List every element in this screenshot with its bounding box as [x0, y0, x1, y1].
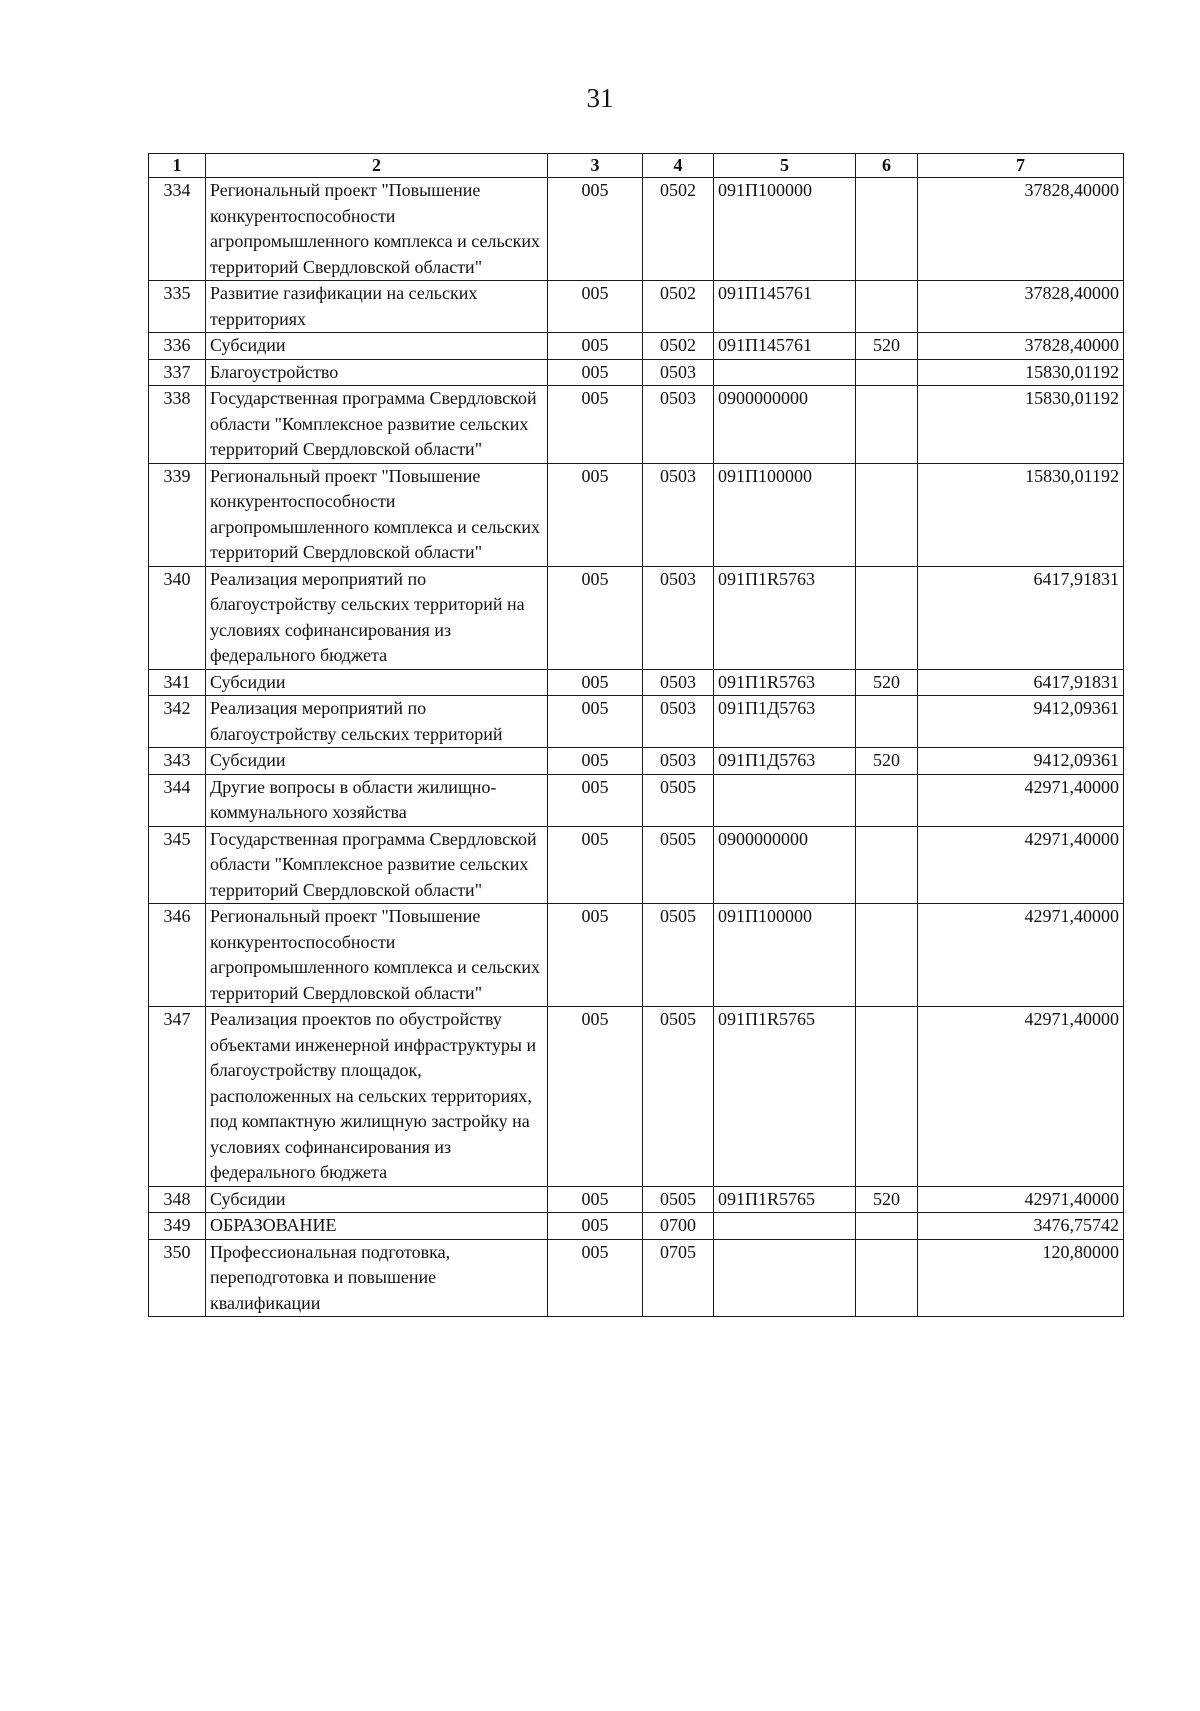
row-amount: 37828,40000 [918, 333, 1124, 360]
row-code-4: 0502 [643, 333, 714, 360]
row-code-6: 520 [856, 748, 918, 775]
row-name: Реализация мероприятий по благоустройству сельских территорий [206, 696, 548, 748]
row-number: 342 [149, 696, 206, 748]
row-code-6 [856, 1007, 918, 1187]
row-code-4: 0503 [643, 359, 714, 386]
row-number: 343 [149, 748, 206, 775]
column-header-7: 7 [918, 154, 1124, 178]
row-amount: 6417,91831 [918, 669, 1124, 696]
row-name: Развитие газификации на сельских территориях [206, 281, 548, 333]
row-amount: 120,80000 [918, 1239, 1124, 1317]
budget-table [148, 153, 1124, 1317]
row-code-3: 005 [548, 386, 643, 464]
row-code-4: 0505 [643, 826, 714, 904]
table-row [149, 281, 1124, 333]
row-amount: 42971,40000 [918, 1007, 1124, 1187]
table-row [149, 904, 1124, 1007]
row-number: 347 [149, 1007, 206, 1187]
row-amount: 15830,01192 [918, 359, 1124, 386]
row-number: 345 [149, 826, 206, 904]
row-number: 334 [149, 178, 206, 281]
row-name: Государственная программа Свердловской области "Комплексное развитие сельских территорий Свердловской области" [206, 826, 548, 904]
row-code-6 [856, 826, 918, 904]
row-number: 337 [149, 359, 206, 386]
row-code-4: 0503 [643, 386, 714, 464]
row-code-3: 005 [548, 178, 643, 281]
row-code-3: 005 [548, 669, 643, 696]
row-code-4: 0503 [643, 566, 714, 669]
table-row [149, 178, 1124, 281]
row-code-5 [714, 1239, 856, 1317]
row-amount: 42971,40000 [918, 1186, 1124, 1213]
row-code-3: 005 [548, 1007, 643, 1187]
table-row [149, 566, 1124, 669]
row-code-3: 005 [548, 748, 643, 775]
header-row [149, 154, 1124, 178]
row-code-3: 005 [548, 904, 643, 1007]
row-code-4: 0503 [643, 669, 714, 696]
row-code-5: 0900000000 [714, 826, 856, 904]
row-amount: 37828,40000 [918, 281, 1124, 333]
table-row [149, 386, 1124, 464]
table-row [149, 1007, 1124, 1187]
row-code-5: 091П1Д5763 [714, 748, 856, 775]
row-code-6: 520 [856, 333, 918, 360]
row-code-4: 0505 [643, 1186, 714, 1213]
row-code-5 [714, 774, 856, 826]
row-code-5: 091П100000 [714, 463, 856, 566]
row-number: 341 [149, 669, 206, 696]
row-name: Субсидии [206, 669, 548, 696]
row-code-4: 0502 [643, 281, 714, 333]
row-code-5: 091П100000 [714, 178, 856, 281]
row-number: 336 [149, 333, 206, 360]
row-amount: 6417,91831 [918, 566, 1124, 669]
row-code-3: 005 [548, 333, 643, 360]
row-code-4: 0505 [643, 774, 714, 826]
row-code-3: 005 [548, 1239, 643, 1317]
table-row [149, 333, 1124, 360]
row-code-6 [856, 463, 918, 566]
row-name: Субсидии [206, 1186, 548, 1213]
row-code-5: 091П1R5765 [714, 1186, 856, 1213]
table-row [149, 1213, 1124, 1240]
table-row [149, 1186, 1124, 1213]
row-number: 338 [149, 386, 206, 464]
row-code-5: 091П145761 [714, 333, 856, 360]
row-amount: 9412,09361 [918, 696, 1124, 748]
row-code-5: 091П1R5763 [714, 566, 856, 669]
row-code-5: 091П1Д5763 [714, 696, 856, 748]
row-code-4: 0705 [643, 1239, 714, 1317]
row-code-6 [856, 359, 918, 386]
row-name: Региональный проект "Повышение конкурентоспособности агропромышленного комплекса и сельских территорий Свердловской области" [206, 463, 548, 566]
row-number: 349 [149, 1213, 206, 1240]
column-header-4: 4 [643, 154, 714, 178]
row-amount: 42971,40000 [918, 904, 1124, 1007]
column-header-3: 3 [548, 154, 643, 178]
column-header-6: 6 [856, 154, 918, 178]
row-name: Региональный проект "Повышение конкурентоспособности агропромышленного комплекса и сельских территорий Свердловской области" [206, 904, 548, 1007]
table-row [149, 463, 1124, 566]
row-amount: 9412,09361 [918, 748, 1124, 775]
row-code-6 [856, 1239, 918, 1317]
row-code-5 [714, 1213, 856, 1240]
row-code-4: 0700 [643, 1213, 714, 1240]
row-number: 340 [149, 566, 206, 669]
row-name: Благоустройство [206, 359, 548, 386]
row-number: 350 [149, 1239, 206, 1317]
table-row [149, 774, 1124, 826]
table-row [149, 359, 1124, 386]
row-amount: 37828,40000 [918, 178, 1124, 281]
row-code-4: 0503 [643, 696, 714, 748]
row-code-6 [856, 696, 918, 748]
row-code-3: 005 [548, 696, 643, 748]
row-number: 346 [149, 904, 206, 1007]
table-row [149, 826, 1124, 904]
row-code-3: 005 [548, 1213, 643, 1240]
row-number: 339 [149, 463, 206, 566]
table-row [149, 696, 1124, 748]
row-number: 344 [149, 774, 206, 826]
row-code-6 [856, 386, 918, 464]
row-amount: 42971,40000 [918, 826, 1124, 904]
row-name: Профессиональная подготовка, переподготовка и повышение квалификации [206, 1239, 548, 1317]
row-code-3: 005 [548, 1186, 643, 1213]
row-code-4: 0503 [643, 748, 714, 775]
row-amount: 15830,01192 [918, 463, 1124, 566]
row-name: Реализация мероприятий по благоустройству сельских территорий на условиях софинансирования из федерального бюджета [206, 566, 548, 669]
row-code-5: 091П1R5765 [714, 1007, 856, 1187]
row-name: Реализация проектов по обустройству объектами инженерной инфраструктуры и благоустройству площадок, расположенных на сельских территориях, под компактную жилищную застройку на условиях софинансирования из федерального бюджета [206, 1007, 548, 1187]
row-name: Региональный проект "Повышение конкурентоспособности агропромышленного комплекса и сельских территорий Свердловской области" [206, 178, 548, 281]
row-code-3: 005 [548, 359, 643, 386]
row-code-4: 0505 [643, 1007, 714, 1187]
column-header-5: 5 [714, 154, 856, 178]
row-amount: 42971,40000 [918, 774, 1124, 826]
row-code-3: 005 [548, 566, 643, 669]
row-code-5: 091П1R5763 [714, 669, 856, 696]
row-code-5: 091П100000 [714, 904, 856, 1007]
row-code-6 [856, 566, 918, 669]
row-name: Субсидии [206, 748, 548, 775]
row-code-6 [856, 281, 918, 333]
row-code-6: 520 [856, 1186, 918, 1213]
column-header-2: 2 [206, 154, 548, 178]
row-number: 348 [149, 1186, 206, 1213]
row-code-3: 005 [548, 826, 643, 904]
row-code-3: 005 [548, 774, 643, 826]
row-code-3: 005 [548, 463, 643, 566]
row-code-5: 091П145761 [714, 281, 856, 333]
row-code-4: 0503 [643, 463, 714, 566]
row-name: Субсидии [206, 333, 548, 360]
row-number: 335 [149, 281, 206, 333]
row-code-3: 005 [548, 281, 643, 333]
row-name: ОБРАЗОВАНИЕ [206, 1213, 548, 1240]
row-name: Государственная программа Свердловской области "Комплексное развитие сельских территорий Свердловской области" [206, 386, 548, 464]
row-code-4: 0502 [643, 178, 714, 281]
row-code-6: 520 [856, 669, 918, 696]
table-row [149, 748, 1124, 775]
row-code-6 [856, 904, 918, 1007]
table-row [149, 1239, 1124, 1317]
row-code-4: 0505 [643, 904, 714, 1007]
row-code-5 [714, 359, 856, 386]
row-code-6 [856, 1213, 918, 1240]
row-code-5: 0900000000 [714, 386, 856, 464]
column-header-1: 1 [149, 154, 206, 178]
page-number: 31 [586, 83, 614, 113]
row-amount: 3476,75742 [918, 1213, 1124, 1240]
row-code-6 [856, 178, 918, 281]
table-row [149, 669, 1124, 696]
row-code-6 [856, 774, 918, 826]
row-amount: 15830,01192 [918, 386, 1124, 464]
row-name: Другие вопросы в области жилищно-коммунального хозяйства [206, 774, 548, 826]
